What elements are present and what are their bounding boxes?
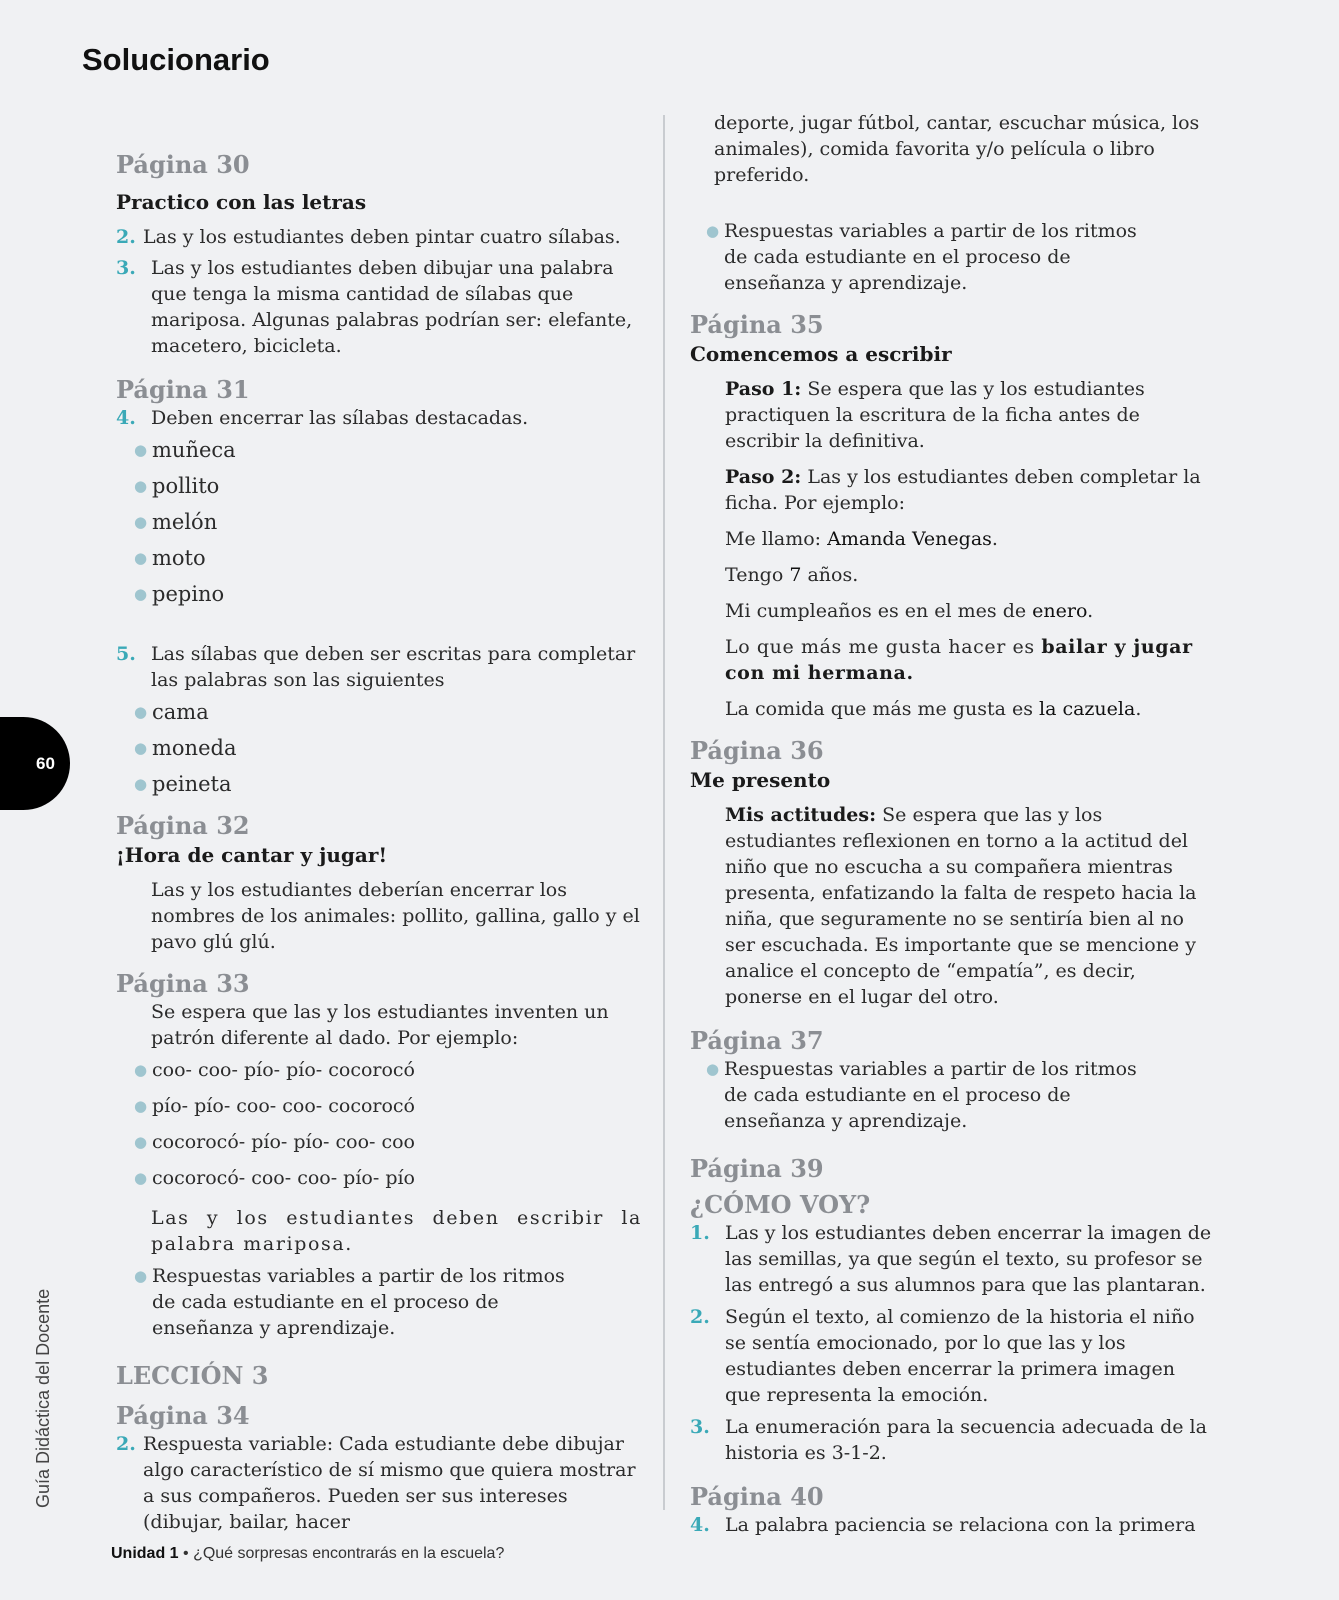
paso-1-text: Se espera que las y los estudiantes practiquen la escritura de la ficha antes de escribir la definitiva. (725, 378, 1145, 452)
bullet-icon: ● (134, 775, 148, 793)
list-item (134, 699, 642, 725)
heading-pagina-30: Página 30 (116, 150, 250, 179)
word: cama (152, 700, 209, 724)
list-item (116, 224, 642, 250)
footer-unit: Unidad 1 (111, 1545, 179, 1562)
heading-pagina-39: Página 39 (690, 1154, 824, 1183)
text: Tengo (725, 564, 790, 586)
answer: 7 (789, 564, 802, 586)
paragraph: Las y los estudiantes deberían encerrar los nombres de los animales: pollito, gallina, gallo y el pavo glú glú. (151, 879, 640, 953)
bullet-icon: ● (706, 1060, 720, 1078)
item-text: Respuesta variable: Cada estudiante debe dibujar algo característico de sí mismo que quiera mostrar a sus compañeros. Pueden ser sus intereses (dibujar, bailar, hacer (143, 1433, 636, 1533)
bullet-text: Respuestas variables a partir de los ritmos de cada estudiante en el proceso de enseñanza y aprendizaje. (152, 1265, 565, 1339)
word: moneda (152, 736, 237, 760)
bullet-icon: ● (134, 513, 148, 531)
pattern: pío- pío- coo- coo- cocorocó (152, 1095, 415, 1117)
answer: enero (1032, 600, 1088, 622)
item-number: 1. (690, 1222, 710, 1244)
list-item (690, 1220, 1212, 1298)
page-number: 60 (36, 753, 55, 773)
paso-2-text: Las y los estudiantes deben completar la ficha. Por ejemplo: (725, 466, 1201, 514)
list-item (134, 545, 642, 571)
item-number: 3. (690, 1416, 710, 1438)
item-number: 4. (116, 407, 136, 429)
bullet-icon: ● (134, 703, 148, 721)
word: melón (152, 510, 218, 534)
paragraph (690, 802, 1212, 1010)
answer: Amanda Venegas (827, 528, 992, 550)
paso-2-label: Paso 2: (725, 466, 802, 488)
paragraph (725, 598, 1212, 624)
subheading-comencemos: Comencemos a escribir (690, 342, 952, 366)
heading-pagina-40: Página 40 (690, 1482, 824, 1511)
list-item (134, 1129, 642, 1155)
item-text: La enumeración para la secuencia adecuada de la historia es 3-1-2. (725, 1416, 1207, 1464)
answer: la cazuela (1039, 698, 1136, 720)
heading-pagina-31: Página 31 (116, 375, 250, 404)
word: muñeca (152, 438, 236, 462)
answer: bailar y jugar con mi hermana. (725, 636, 1193, 684)
text: Me llamo: (725, 528, 828, 550)
heading-pagina-32: Página 32 (116, 811, 250, 840)
text: años. (801, 564, 859, 586)
item-number: 5. (116, 643, 136, 665)
list-item (116, 1431, 642, 1535)
paragraph (725, 634, 1212, 686)
item-text: La palabra paciencia se relaciona con la primera (725, 1514, 1196, 1536)
text: . (991, 528, 998, 550)
subheading-practico: Practico con las letras (116, 190, 367, 214)
item-text: Deben encerrar las sílabas destacadas. (151, 407, 529, 429)
list-item (706, 1056, 1146, 1134)
word: pepino (152, 582, 225, 606)
pattern: cocorocó- pío- pío- coo- coo (152, 1131, 415, 1153)
paragraph (725, 562, 1212, 588)
item-number: 2. (116, 226, 136, 248)
pattern: cocorocó- coo- coo- pío- pío (152, 1167, 415, 1189)
bullet-icon: ● (134, 585, 148, 603)
page-number-tab (0, 717, 70, 810)
heading-pagina-36: Página 36 (690, 736, 824, 765)
paragraph (725, 696, 1212, 722)
list-item (134, 509, 642, 535)
mis-actitudes-text: Se espera que las y los estudiantes reflexionen en torno a la actitud del niño que no escucha a su compañera mientras presenta, enfatizando la falta de respeto hacia la niña, que seguramente no se sentiría bien al no ser escuchada. Es importante que se mencione y analice el concepto de “empatía”, es decir, ponerse en el lugar del otro. (725, 804, 1197, 1008)
text: Mi cumpleaños es en el mes de (725, 600, 1033, 622)
list-item (134, 1165, 642, 1191)
bullet-icon: ● (134, 1169, 148, 1187)
list-item (134, 771, 642, 797)
paragraph (725, 376, 1212, 454)
paragraph: Se espera que las y los estudiantes inventen un patrón diferente al dado. Por ejemplo: (151, 1001, 609, 1049)
heading-leccion-3: LECCIÓN 3 (116, 1361, 269, 1390)
bullet-icon: ● (134, 1097, 148, 1115)
word: moto (152, 546, 206, 570)
item-text: Según el texto, al comienzo de la historia el niño se sentía emocionado, por lo que las y los estudiantes deben encerrar la primera imagen que representa la emoción. (725, 1306, 1195, 1406)
heading-pagina-37: Página 37 (690, 1026, 824, 1055)
item-text: Las y los estudiantes deben pintar cuatro sílabas. (143, 226, 621, 248)
item-text: Las y los estudiantes deben dibujar una palabra que tenga la misma cantidad de sílabas que mariposa. Algunas palabras podrían ser: elefante, macetero, bicicleta. (151, 257, 633, 357)
heading-pagina-33: Página 33 (116, 969, 250, 998)
heading-pagina-34: Página 34 (116, 1401, 250, 1430)
text: La comida que más me gusta es (725, 698, 1039, 720)
item-text: Las y los estudiantes deben encerrar la imagen de las semillas, ya que según el texto, su profesor se las entregó a sus alumnos para que las plantaran. (725, 1222, 1212, 1296)
bullet-icon: ● (134, 549, 148, 567)
column-divider (663, 115, 665, 1510)
side-label: Guía Didáctica del Docente (33, 1288, 53, 1508)
heading-pagina-35: Página 35 (690, 310, 824, 339)
bullet-icon: ● (134, 739, 148, 757)
item-number: 3. (116, 257, 136, 279)
list-item (116, 405, 642, 431)
item-number: 2. (116, 1433, 136, 1455)
word: peineta (152, 772, 232, 796)
text: . (1135, 698, 1142, 720)
paso-1-label: Paso 1: (725, 378, 802, 400)
item-text: Las sílabas que deben ser escritas para completar las palabras son las siguientes (151, 643, 636, 691)
paragraph: deporte, jugar fútbol, cantar, escuchar música, los animales), comida favorita y/o película o libro preferido. (714, 112, 1200, 186)
bullet-icon: ● (134, 1267, 148, 1285)
list-item (690, 1414, 1212, 1466)
list-item (134, 581, 642, 607)
right-column (690, 110, 1212, 1538)
word: pollito (152, 474, 220, 498)
list-item (690, 1512, 1212, 1538)
bullet-text: Respuestas variables a partir de los ritmos de cada estudiante en el proceso de enseñanza y aprendizaje. (724, 220, 1137, 294)
list-item (134, 473, 642, 499)
paragraph: Las y los estudiantes deben escribir la palabra mariposa. (151, 1207, 642, 1255)
bullet-icon: ● (134, 1133, 148, 1151)
list-item (134, 735, 642, 761)
bullet-icon: ● (134, 477, 148, 495)
page-title: Solucionario (82, 42, 270, 77)
item-number: 4. (690, 1514, 710, 1536)
pattern: coo- coo- pío- pío- cocorocó (152, 1059, 415, 1081)
list-item (134, 1263, 574, 1341)
footer-sep: • (178, 1545, 194, 1562)
text: Lo que más me gusta hacer es (725, 636, 1042, 658)
paragraph (725, 526, 1212, 552)
mis-actitudes-label: Mis actitudes: (725, 804, 877, 826)
bullet-icon: ● (706, 222, 720, 240)
list-item (134, 1093, 642, 1119)
footer-subtitle: ¿Qué sorpresas encontrarás en la escuela? (193, 1545, 505, 1562)
bullet-icon: ● (134, 441, 148, 459)
bullet-icon: ● (134, 1061, 148, 1079)
heading-como-voy: ¿CÓMO VOY? (690, 1190, 871, 1219)
list-item (134, 1057, 642, 1083)
text: . (1087, 600, 1094, 622)
bullet-text: Respuestas variables a partir de los ritmos de cada estudiante en el proceso de enseñanza y aprendizaje. (724, 1058, 1137, 1132)
left-column (116, 150, 642, 1535)
item-number: 2. (690, 1306, 710, 1328)
paragraph (725, 464, 1212, 516)
list-item (116, 641, 642, 693)
list-item (706, 218, 1146, 296)
list-item (134, 437, 642, 463)
subheading-hora: ¡Hora de cantar y jugar! (116, 843, 388, 867)
subheading-me-presento: Me presento (690, 768, 831, 792)
footer (111, 1545, 504, 1563)
list-item (690, 1304, 1212, 1408)
list-item (116, 255, 642, 359)
